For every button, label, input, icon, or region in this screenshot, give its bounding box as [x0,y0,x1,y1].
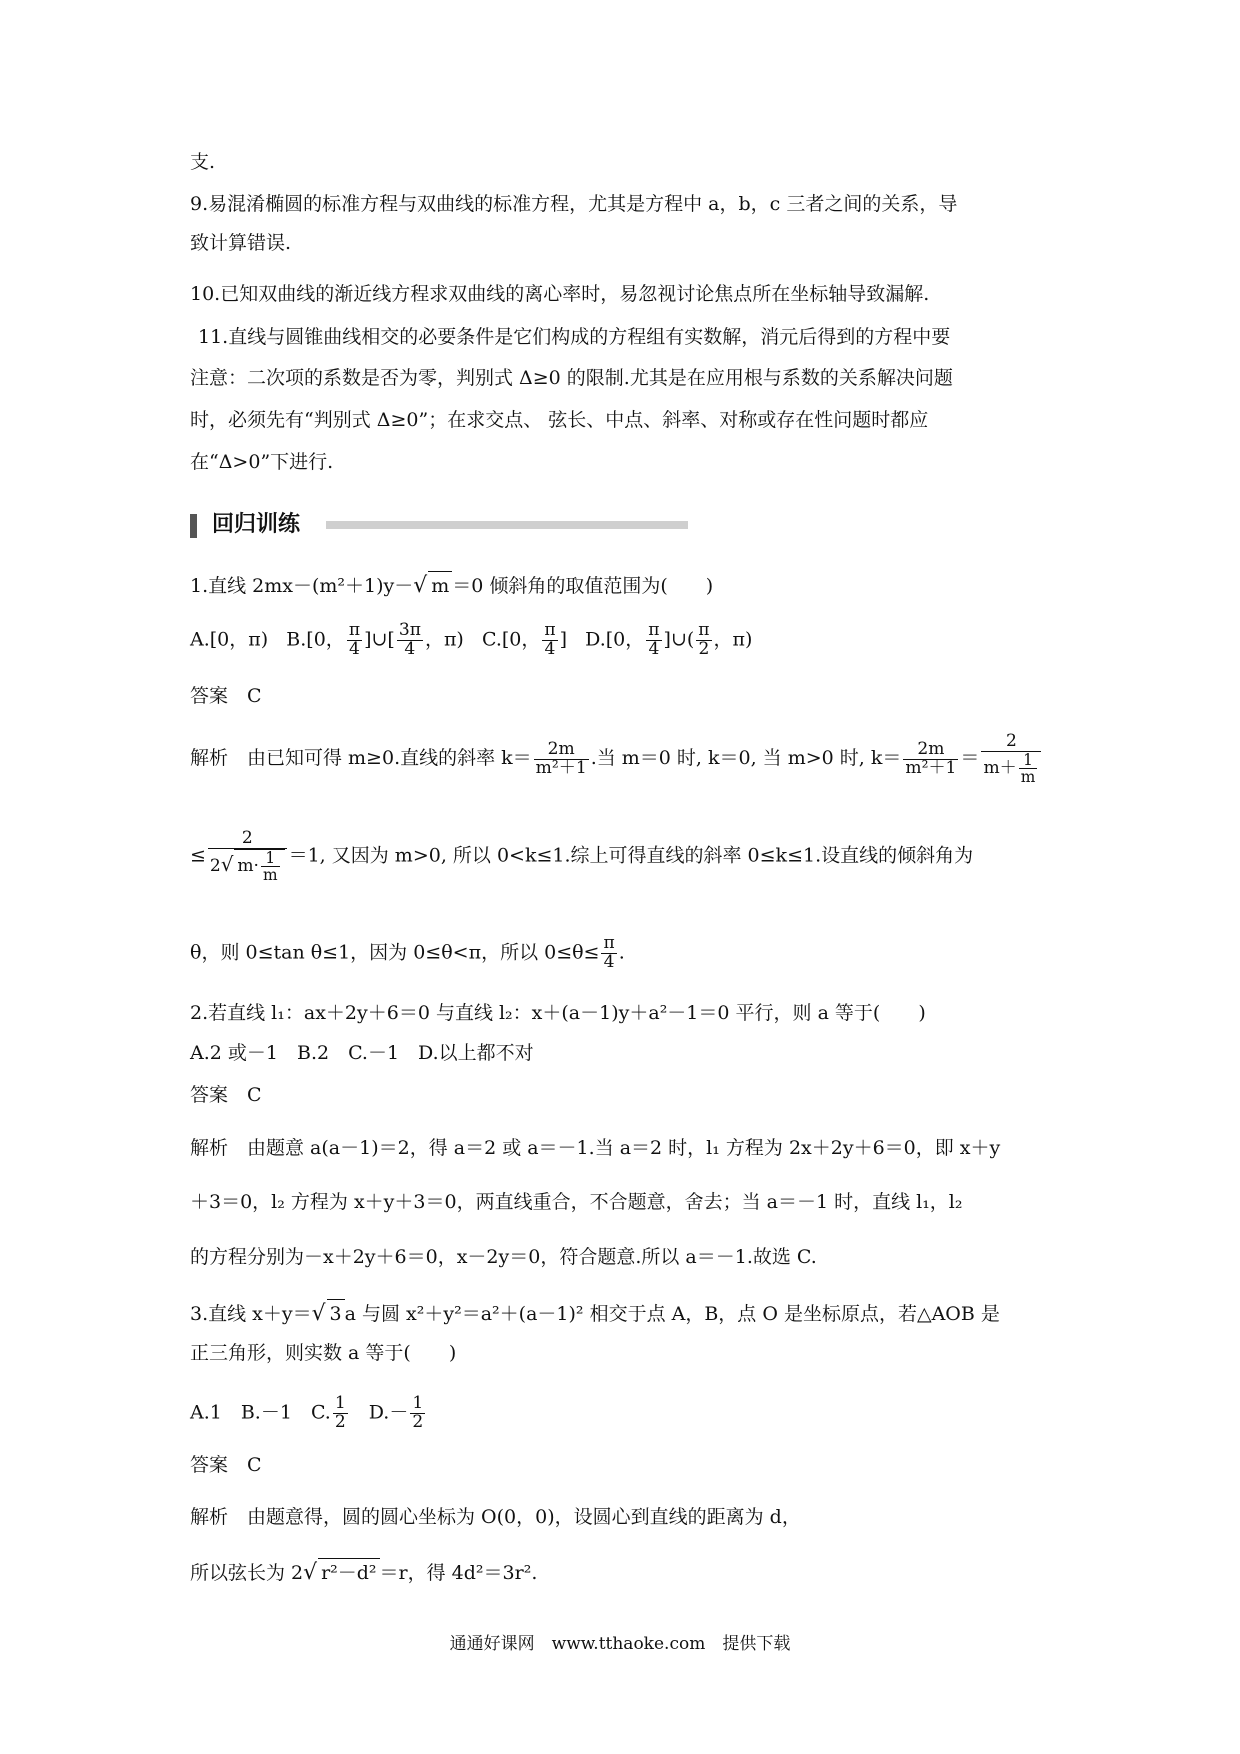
q2-answer: 答案 C [190,1084,262,1106]
q3-stem-part: a 与圆 x²＋y²＝a²＋(a－1)² 相交于点 A，B，点 O 是坐标原点，若△AOB 是 [344,1303,1000,1325]
radicand: r²－d² [318,1558,379,1587]
section-title: 回归训练 [212,512,301,537]
q3-stem-1 [190,1299,1000,1328]
q3-options-part: D.－ [349,1401,409,1424]
fraction [410,1395,425,1432]
fraction [696,622,711,659]
fraction-num: π [603,933,615,953]
q1-option-a: A.[0，π) [190,628,269,651]
q1-explanation-1 [190,733,1043,785]
sqrt-sign: √ [303,1560,318,1585]
q1-option-b: B.[0， [286,628,345,651]
fraction-num: π [648,620,660,640]
fraction-num: 1 [412,1393,424,1413]
fraction-den: 2 [412,1411,424,1432]
text-line: 时，必须先有“判别式 Δ≥0”；在求交点、 弦长、中点、斜率、对称或存在性问题时都应 [190,409,929,431]
fraction [261,850,280,883]
fraction-den: m²＋1 [535,757,587,778]
section-bar [190,514,197,538]
text-line: 致计算错误. [190,232,292,254]
fraction-num: π [348,620,361,640]
text-line: 在“Δ>0”下进行. [190,451,334,473]
text-line: 注意：二次项的系数是否为零，判别式 Δ≥0 的限制.尤其是在应用根与系数的关系解决问题 [190,367,953,389]
q2-stem: 2.若直线 l₁：ax＋2y＋6＝0 与直线 l₂：x＋(a－1)y＋a²－1＝0 平行，则 a 等于( ) [190,1002,926,1024]
fraction [208,830,287,883]
q3-options [190,1395,427,1432]
q1-option-d: ，π) [713,628,753,651]
fraction [333,1395,348,1432]
q2-explanation-2: ＋3＝0，l₂ 方程为 x＋y＋3＝0，两直线重合，不合题意，舍去；当 a＝－1 时，直线 l₁，l₂ [190,1191,963,1213]
fraction-den: 4 [348,638,360,659]
fraction-num: 3π [398,620,421,640]
q3-options-part: A.1 B.－1 C. [190,1401,331,1424]
text-line: 支. [190,151,216,173]
fraction-den [208,849,287,883]
fraction [903,738,958,778]
exp-text: .当 m＝0 时, k＝0, 当 m>0 时, k＝ [590,747,902,770]
q3-stem-2: 正三角形，则实数 a 等于( ) [190,1342,457,1364]
q2-explanation-1: 解析 由题意 a(a－1)＝2，得 a＝2 或 a＝－1.当 a＝2 时，l₁ 方程为 2x＋2y＋6＝0，即 x＋y [190,1137,1001,1159]
fraction-num: 2 [208,830,287,849]
exp-text: ＝ [960,747,980,770]
fraction [397,622,423,659]
q1-option-b: ]∪[ [364,628,395,651]
q1-option-c: C.[0， [481,628,541,651]
exp-text: . [618,941,625,964]
sqrt-sign: √ [413,573,428,598]
radicand [234,849,284,883]
q1-stem-part: ＝0 倾斜角的取值范围为( ) [452,575,714,597]
fraction-den: 2 [698,638,710,659]
fraction-num: 1 [261,850,280,867]
fraction-den [981,752,1041,785]
q1-options [190,622,752,659]
q1-option-b: ，π) [424,628,464,651]
fraction-den: m [1020,768,1036,787]
radicand: 3 [327,1299,345,1328]
fraction-den: m [263,866,278,885]
exp-text: ≤ [190,844,206,867]
exp-text: θ，则 0≤tan θ≤1，因为 0≤θ<π，所以 0≤θ≤ [190,941,600,964]
sqrt-sign: √ [220,853,234,877]
text-line: 9.易混淆椭圆的标准方程与双曲线的标准方程，尤其是方程中 a，b，c 三者之间的关系，导 [190,193,958,215]
fraction-num: π [544,620,556,640]
q3-explanation-1: 解析 由题意得，圆的圆心坐标为 O(0，0)，设圆心到直线的距离为 d， [190,1506,801,1528]
exp-text: ＝1, 又因为 m>0, 所以 0<k≤1.综上可得直线的斜率 0≤k≤1.设直线的倾斜角为 [288,844,974,867]
fraction-num: 1 [1019,752,1038,769]
q1-explanation-3 [190,935,625,972]
fraction-num: 2m [534,741,589,760]
q1-option-d: ]∪( [663,628,695,651]
den-part: m· [237,856,259,877]
den-part: 2 [209,856,221,877]
fraction [542,622,557,659]
q3-answer: 答案 C [190,1454,262,1476]
q3-stem-part: 3.直线 x＋y＝ [190,1303,312,1325]
fraction-den: 4 [603,951,615,972]
den-part: m＋ [983,758,1017,779]
text-line: 11.直线与圆锥曲线相交的必要条件是它们构成的方程组有实数解，消元后得到的方程中要 [198,326,951,348]
fraction-den: m²＋1 [905,757,957,778]
fraction [601,935,616,972]
sqrt-sign: √ [311,1301,326,1326]
fraction-num: 1 [334,1393,346,1413]
q1-explanation-2 [190,830,973,883]
exp-text: 所以弦长为 2 [190,1562,304,1584]
section-rule [326,521,688,529]
fraction [347,622,362,659]
q1-stem [190,571,713,600]
q1-option-d: D.[0， [585,628,645,651]
page-footer: 通通好课网 www.tthaoke.com 提供下载 [449,1634,791,1654]
q2-options: A.2 或－1 B.2 C.－1 D.以上都不对 [190,1042,534,1064]
q2-explanation-3: 的方程分别为－x＋2y＋6＝0，x－2y＝0，符合题意.所以 a＝－1.故选 C. [190,1246,817,1268]
fraction-den: 4 [404,638,416,659]
fraction [1019,752,1038,785]
q3-explanation-2 [190,1558,537,1587]
fraction-num: 2m [903,741,958,760]
fraction-den: 4 [544,638,556,659]
text-line: 10.已知双曲线的渐近线方程求双曲线的离心率时，易忽视讨论焦点所在坐标轴导致漏解. [190,283,930,305]
exp-text: ＝r，得 4d²＝3r². [379,1562,538,1584]
fraction [981,733,1041,785]
q1-option-c: ] [559,628,568,651]
fraction-num: 2 [981,733,1041,752]
fraction-num: π [698,620,710,640]
fraction [534,738,589,778]
q1-radicand: m [428,571,452,600]
q1-stem-part: 1.直线 2mx－(m²＋1)y－ [190,575,414,597]
fraction [646,622,661,659]
q1-answer: 答案 C [190,685,262,707]
fraction-den: 2 [334,1411,346,1432]
exp-text: 解析 由已知可得 m≥0.直线的斜率 k＝ [190,747,532,770]
fraction-den: 4 [648,638,660,659]
